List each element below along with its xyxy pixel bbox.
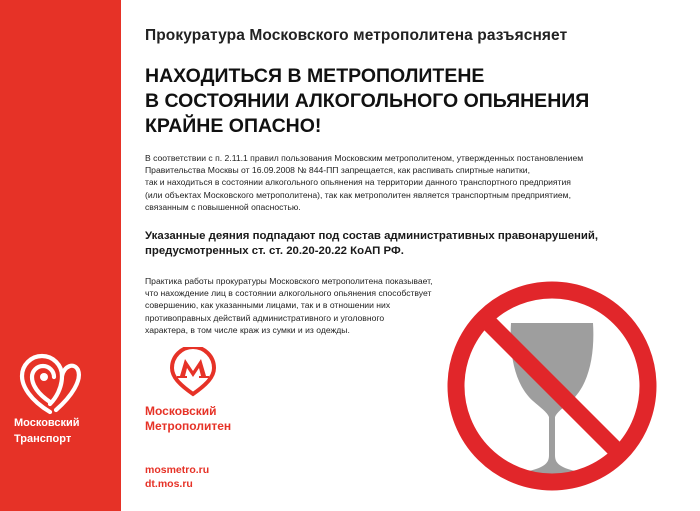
red-side-band [0, 0, 121, 511]
text-line: предусмотренных ст. ст. 20.20-20.22 КоАП РФ. [145, 245, 404, 257]
moscow-transport-logo-icon [16, 352, 84, 416]
brand-line: Московский [145, 404, 217, 418]
brand-line: Метрополитен [145, 419, 232, 433]
text-line: совершению, как указанными лицами, так и в отношении них [145, 300, 391, 311]
website-links [145, 463, 209, 491]
text-line: связанным с повышенной опасностью. [145, 201, 301, 212]
moscow-transport-brand-name [14, 415, 80, 447]
link-dt-mos[interactable]: dt.mos.ru [145, 478, 193, 490]
practice-paragraph [145, 275, 485, 336]
text-line: так и находиться в состоянии алкогольного опьянения на территории данного транспортного предприятия [145, 177, 571, 188]
moscow-metro-brand-name [145, 404, 231, 434]
headline-line: НАХОДИТЬСЯ В МЕТРОПОЛИТЕНЕ [145, 65, 485, 87]
headline-line: В СОСТОЯНИИ АЛКОГОЛЬНОГО ОПЬЯНЕНИЯ [145, 90, 590, 112]
brand-line: Транспорт [14, 433, 72, 445]
text-line: противоправных действий административного и уголовного [145, 312, 385, 323]
text-line: характера, в том числе краж из сумки и из одежды. [145, 324, 350, 335]
rules-paragraph [145, 152, 645, 213]
link-mosmetro[interactable]: mosmetro.ru [145, 464, 210, 476]
text-line: Указанные деяния подпадают под состав административных правонарушений, [145, 230, 599, 242]
page-headline [145, 64, 589, 139]
text-line: (или объектах Московского метрополитена), так как метрополитен является транспортным предприятием, [145, 189, 571, 200]
metro-m-logo-icon [168, 347, 218, 397]
text-line: что нахождение лиц в состоянии алкогольного опьянения способствует [145, 288, 432, 299]
no-alcohol-sign-icon [443, 277, 661, 495]
text-line: Практика работы прокуратуры Московского метрополитена показывает, [145, 276, 433, 286]
brand-line: Московский [14, 417, 80, 429]
text-line: В соответствии с п. 2.11.1 правил пользования Московским метрополитеном, утвержденных постановлением [145, 153, 584, 163]
page-subtitle: Прокуратура Московского метрополитена разъясняет [145, 27, 568, 44]
headline-line: КРАЙНЕ ОПАСНО! [145, 115, 322, 137]
text-line: Правительства Москвы от 16.09.2008 № 844-ПП запрещается, как распивать спиртные напитки, [145, 165, 530, 176]
penalty-notice [145, 229, 645, 259]
